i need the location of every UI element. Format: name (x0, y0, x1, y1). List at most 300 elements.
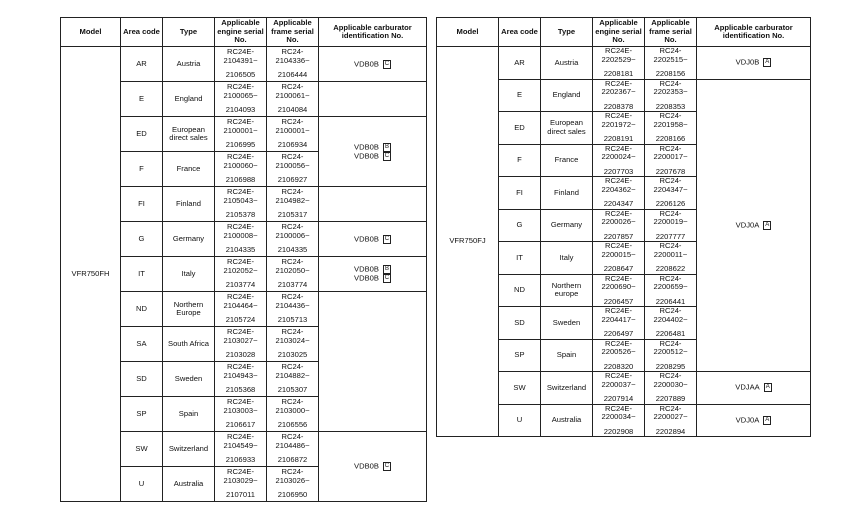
frame-serial-line: RC24- (659, 79, 682, 88)
area-code-cell: U (499, 404, 541, 437)
type-cell: England (163, 82, 215, 117)
frame-serial-line: 2200017~ (653, 152, 688, 161)
frame-serial-line: 2207678 (655, 166, 686, 176)
engine-serial-line: 2105724 (225, 315, 256, 325)
carburator-id-cell (319, 292, 427, 432)
engine-serial-cell (215, 397, 267, 432)
frame-serial-line: 2104336~ (275, 55, 310, 65)
frame-serial-line: 2105713 (277, 315, 308, 325)
engine-serial-line: 2204362~ (601, 184, 636, 194)
frame-serial-cell (645, 242, 697, 275)
engine-serial-line: 2206457 (603, 296, 634, 306)
frame-serial-cell (267, 187, 319, 222)
frame-serial-line: RC24- (659, 404, 682, 413)
area-code-cell: AR (121, 47, 163, 82)
frame-serial-line: 2103000~ (275, 405, 310, 415)
engine-serial-line: 2204417~ (601, 314, 636, 324)
frame-serial-cell (267, 152, 319, 187)
area-code-cell: E (121, 82, 163, 117)
carburator-id-cell (697, 79, 811, 372)
engine-serial-line: 2208320 (603, 361, 634, 371)
engine-serial-line: 2100065~ (223, 90, 258, 100)
frame-serial-cell (645, 307, 697, 340)
engine-serial-line: RC24E- (226, 47, 254, 57)
frame-serial-line: RC24- (281, 397, 304, 407)
engine-serial-cell (593, 144, 645, 177)
engine-serial-line: RC24E- (604, 46, 632, 55)
engine-serial-cell (215, 82, 267, 117)
carburator-id-text: VDJ0B (735, 57, 760, 67)
engine-serial-line: 2104391~ (223, 55, 258, 65)
frame-serial-line: RC24- (659, 371, 682, 380)
engine-serial-line: 2106933 (225, 455, 256, 465)
engine-serial-line: 2200034~ (601, 412, 636, 421)
frame-serial-line: 2104084 (277, 105, 308, 115)
carburator-id-text: VDB0B (354, 461, 379, 471)
engine-serial-line: 2208378 (603, 101, 634, 111)
area-code-cell: IT (499, 242, 541, 275)
engine-serial-line: 2207914 (603, 394, 634, 403)
area-code-cell: G (499, 209, 541, 242)
engine-serial-line: RC24E- (604, 371, 632, 380)
type-cell: Spain (541, 339, 593, 372)
header-model: Model (61, 18, 121, 47)
carburator-id-cell (697, 404, 811, 437)
spec-table-vfr750fj (436, 17, 811, 437)
frame-serial-cell (267, 222, 319, 257)
engine-serial-cell (593, 404, 645, 437)
engine-serial-line: 2106617 (225, 420, 256, 430)
frame-serial-line: RC24- (281, 117, 304, 127)
frame-serial-line: 2208295 (655, 361, 686, 371)
frame-serial-cell (267, 82, 319, 117)
frame-serial-line: RC24- (659, 241, 682, 250)
engine-serial-line: 2202367~ (601, 87, 636, 96)
frame-serial-line: 2206441 (655, 296, 686, 306)
type-cell: Finland (541, 177, 593, 210)
type-cell: Sweden (541, 307, 593, 340)
engine-serial-line: 2202529~ (601, 54, 636, 64)
type-cell: South Africa (163, 327, 215, 362)
type-cell: Northern europe (541, 274, 593, 307)
engine-serial-cell (593, 177, 645, 210)
frame-serial-line: RC24- (281, 467, 304, 477)
table-row (61, 47, 427, 82)
spec-table-vfr750fh (60, 17, 427, 502)
frame-serial-line: 2105307 (277, 385, 308, 395)
frame-serial-cell (645, 339, 697, 372)
frame-serial-line: 2200512~ (653, 347, 688, 356)
carburator-id-cell (697, 47, 811, 80)
area-code-cell: SD (121, 362, 163, 397)
type-cell: Spain (163, 397, 215, 432)
frame-serial-line: 2106872 (277, 455, 308, 465)
carburator-type-badge: B (384, 143, 389, 150)
engine-serial-line: RC24E- (604, 144, 632, 153)
frame-serial-cell (645, 112, 697, 145)
carburator-id-cell (319, 47, 427, 82)
carburator-type-badge: C (384, 275, 390, 281)
frame-serial-cell (267, 292, 319, 327)
frame-serial-line: 2208156 (655, 69, 686, 78)
type-cell: Austria (541, 47, 593, 80)
area-code-cell: FI (499, 177, 541, 210)
header-engine-serial: Applicable engine serial No. (593, 18, 645, 47)
carburator-id-cell (319, 82, 427, 117)
carburator-type-badge: A (765, 59, 770, 66)
header-carburator-id: Applicable carburator identification No. (697, 18, 811, 47)
frame-serial-line: RC24- (281, 362, 304, 372)
frame-serial-cell (645, 79, 697, 112)
engine-serial-cell (215, 257, 267, 292)
engine-serial-cell (215, 222, 267, 257)
frame-serial-line: 2103024~ (275, 335, 310, 345)
frame-serial-line: 2208353 (655, 101, 686, 111)
type-cell: Austria (163, 47, 215, 82)
frame-serial-cell (267, 432, 319, 467)
frame-serial-line: 2104486~ (275, 440, 310, 450)
engine-serial-line: 2106505 (225, 70, 256, 80)
frame-serial-line: RC24- (281, 152, 304, 162)
engine-serial-line: 2100060~ (223, 160, 258, 170)
frame-serial-line: 2207889 (655, 394, 686, 403)
table-body (61, 47, 427, 502)
frame-serial-cell (645, 177, 697, 210)
header-frame-serial: Applicable frame serial No. (645, 18, 697, 47)
engine-serial-line: 2100001~ (223, 125, 258, 135)
engine-serial-line: 2106995 (225, 140, 256, 150)
frame-serial-cell (267, 467, 319, 502)
carburator-id-line (321, 274, 424, 283)
frame-serial-line: 2206481 (655, 329, 686, 338)
frame-serial-cell (645, 209, 697, 242)
carburator-id-text: VDJ0A (735, 415, 760, 425)
engine-serial-line: RC24E- (604, 306, 632, 315)
area-code-cell: IT (121, 257, 163, 292)
frame-serial-cell (645, 404, 697, 437)
engine-serial-line: 2202908 (603, 426, 634, 436)
frame-serial-cell (267, 47, 319, 82)
frame-serial-cell (645, 274, 697, 307)
frame-serial-line: 2103025 (277, 350, 308, 360)
engine-serial-line: 2200690~ (601, 282, 636, 291)
engine-serial-line: RC24E- (226, 257, 254, 267)
engine-serial-line: 2104335 (225, 245, 256, 255)
engine-serial-line: RC24E- (226, 152, 254, 162)
engine-serial-line: 2207857 (603, 231, 634, 241)
frame-serial-line: RC24- (281, 327, 304, 337)
engine-serial-line: 2206497 (603, 329, 634, 338)
frame-serial-line: 2106556 (277, 420, 308, 430)
carburator-type-badge: B (384, 266, 389, 272)
carburator-id-text: VDB0B (354, 234, 379, 243)
frame-serial-line: RC24- (281, 292, 304, 302)
frame-serial-line: 2207777 (655, 231, 686, 241)
engine-serial-cell (593, 79, 645, 112)
area-code-cell: ND (121, 292, 163, 327)
frame-serial-line: 2202353~ (653, 87, 688, 96)
engine-serial-line: RC24E- (226, 432, 254, 442)
carburator-id-text: VDB0B (354, 142, 379, 151)
carburator-type-badge: A (765, 416, 770, 423)
carburator-id-text: VDB0B (354, 273, 379, 283)
engine-serial-line: 2102052~ (223, 265, 258, 275)
carburator-id-line (699, 58, 808, 67)
engine-serial-cell (215, 117, 267, 152)
frame-serial-cell (267, 362, 319, 397)
type-cell: Australia (163, 467, 215, 502)
frame-serial-line: 2100056~ (275, 160, 310, 170)
frame-serial-line: RC24- (659, 144, 682, 153)
engine-serial-cell (215, 467, 267, 502)
carburator-id-line (321, 462, 424, 471)
engine-serial-cell (215, 362, 267, 397)
frame-serial-line: RC24- (281, 432, 304, 442)
carburator-type-badge: C (384, 463, 390, 469)
frame-serial-line: 2200659~ (653, 282, 688, 291)
engine-serial-line: 2104943~ (223, 370, 258, 380)
engine-serial-line: RC24E- (226, 467, 254, 477)
frame-serial-line: 2104436~ (275, 300, 310, 310)
table-body (437, 47, 811, 437)
header-frame-serial: Applicable frame serial No. (267, 18, 319, 47)
header-type: Type (541, 18, 593, 47)
frame-serial-line: 2106950 (277, 490, 308, 500)
area-code-cell: SW (499, 372, 541, 405)
header-type: Type (163, 18, 215, 47)
engine-serial-line: 2104549~ (223, 440, 258, 450)
area-code-cell: G (121, 222, 163, 257)
type-cell: Germany (163, 222, 215, 257)
type-cell: England (541, 79, 593, 112)
frame-serial-line: RC24- (659, 111, 682, 120)
area-code-cell: U (121, 467, 163, 502)
frame-serial-cell (267, 327, 319, 362)
engine-serial-line: RC24E- (226, 362, 254, 372)
area-code-cell: SW (121, 432, 163, 467)
engine-serial-cell (215, 432, 267, 467)
engine-serial-cell (215, 187, 267, 222)
table-header (61, 18, 427, 47)
carburator-id-cell (319, 257, 427, 292)
engine-serial-line: RC24E- (604, 209, 632, 218)
frame-serial-cell (267, 117, 319, 152)
area-code-cell: F (121, 152, 163, 187)
table-header (437, 18, 811, 47)
engine-serial-line: 2107011 (226, 490, 255, 500)
engine-serial-line: 2200026~ (601, 217, 636, 226)
engine-serial-line: 2200526~ (601, 347, 636, 356)
frame-serial-line: 2202894 (655, 426, 686, 436)
frame-serial-line: RC24- (659, 274, 682, 283)
header-model: Model (437, 18, 499, 47)
engine-serial-line: RC24E- (226, 187, 254, 197)
frame-serial-line: 2102050~ (275, 265, 310, 275)
frame-serial-line: RC24- (281, 187, 304, 197)
engine-serial-line: RC24E- (226, 82, 254, 92)
engine-serial-line: 2208647 (603, 264, 634, 273)
type-cell: Sweden (163, 362, 215, 397)
engine-serial-line: RC24E- (604, 176, 632, 185)
frame-serial-line: 2106927 (277, 175, 308, 185)
engine-serial-line: 2208191 (603, 134, 634, 143)
frame-serial-cell (645, 144, 697, 177)
engine-serial-line: 2105368 (225, 385, 256, 395)
engine-serial-cell (215, 327, 267, 362)
frame-serial-line: RC24- (659, 339, 682, 348)
frame-serial-line: RC24- (281, 257, 304, 267)
frame-serial-line: 2104982~ (275, 195, 310, 205)
header-area-code: Area code (499, 18, 541, 47)
engine-serial-line: 2104093 (225, 105, 256, 115)
frame-serial-line: RC24- (281, 47, 304, 57)
frame-serial-line: 2208622 (655, 264, 686, 273)
engine-serial-line: 2207703 (603, 166, 634, 176)
frame-serial-line: 2100001~ (275, 125, 310, 135)
carburator-id-text: VDB0B (354, 151, 379, 160)
carburator-id-text: VDB0B (354, 59, 379, 68)
engine-serial-line: RC24E- (226, 397, 254, 407)
engine-serial-cell (593, 47, 645, 80)
engine-serial-cell (593, 372, 645, 405)
frame-serial-line: 2206126 (655, 199, 686, 208)
type-cell: Germany (541, 209, 593, 242)
frame-serial-line: 2202515~ (653, 54, 688, 64)
engine-serial-cell (593, 307, 645, 340)
engine-serial-line: RC24E- (604, 274, 632, 283)
type-cell: Italy (163, 257, 215, 292)
engine-serial-line: 2201972~ (601, 119, 636, 129)
frame-serial-line: RC24- (659, 209, 682, 218)
engine-serial-cell (593, 274, 645, 307)
frame-serial-cell (267, 257, 319, 292)
frame-serial-line: 2104882~ (275, 370, 310, 380)
header-carburator-id: Applicable carburator identification No. (319, 18, 427, 47)
engine-serial-cell (593, 112, 645, 145)
frame-serial-line: 2208166 (655, 134, 686, 143)
carburator-id-line (321, 235, 424, 244)
frame-serial-line: 2103774 (277, 280, 308, 290)
type-cell: Italy (541, 242, 593, 275)
carburator-id-cell (319, 432, 427, 502)
engine-serial-line: 2104464~ (223, 300, 258, 310)
engine-serial-line: RC24E- (604, 339, 632, 348)
engine-serial-line: 2200015~ (601, 249, 636, 259)
area-code-cell: FI (121, 187, 163, 222)
area-code-cell: ED (499, 112, 541, 145)
carburator-id-cell (319, 187, 427, 222)
carburator-id-line (321, 60, 424, 69)
frame-serial-line: 2200019~ (653, 217, 688, 226)
frame-serial-line: RC24- (281, 222, 304, 232)
type-cell: Australia (541, 404, 593, 437)
engine-serial-cell (215, 47, 267, 82)
frame-serial-cell (645, 372, 697, 405)
engine-serial-line: 2103027~ (223, 335, 258, 345)
area-code-cell: F (499, 144, 541, 177)
type-cell: France (541, 144, 593, 177)
header-area-code: Area code (121, 18, 163, 47)
type-cell: Switzerland (541, 372, 593, 405)
type-cell: Northern Europe (163, 292, 215, 327)
model-cell: VFR750FH (61, 47, 121, 502)
engine-serial-line: 2106988 (225, 175, 256, 185)
model-cell: VFR750FJ (437, 47, 499, 437)
engine-serial-cell (593, 209, 645, 242)
area-code-cell: SP (499, 339, 541, 372)
carburator-type-badge: C (384, 60, 390, 67)
frame-serial-line: 2200027~ (653, 412, 688, 421)
engine-serial-cell (215, 152, 267, 187)
carburator-id-cell (319, 117, 427, 187)
frame-serial-line: 2100006~ (275, 230, 310, 240)
area-code-cell: SP (121, 397, 163, 432)
carburator-type-badge: C (384, 152, 390, 159)
area-code-cell: AR (499, 47, 541, 80)
engine-serial-cell (593, 242, 645, 275)
frame-serial-line: RC24- (659, 306, 682, 315)
frame-serial-line: 2100061~ (275, 90, 310, 100)
type-cell: European direct sales (541, 112, 593, 145)
carburator-id-line (321, 152, 424, 161)
carburator-id-cell (697, 372, 811, 405)
engine-serial-line: 2103774 (225, 280, 256, 290)
frame-serial-line: 2105317 (277, 210, 308, 220)
engine-serial-line: 2103029~ (223, 475, 258, 485)
type-cell: European direct sales (163, 117, 215, 152)
type-cell: Finland (163, 187, 215, 222)
engine-serial-line: 2200024~ (601, 152, 636, 161)
engine-serial-line: RC24E- (226, 327, 254, 337)
area-code-cell: SA (121, 327, 163, 362)
area-code-cell: ND (499, 274, 541, 307)
area-code-cell: E (499, 79, 541, 112)
frame-serial-line: 2106444 (277, 70, 308, 80)
carburator-type-badge: A (765, 384, 770, 391)
frame-serial-line: 2200030~ (653, 379, 688, 389)
engine-serial-line: RC24E- (226, 292, 254, 302)
area-code-cell: SD (499, 307, 541, 340)
engine-serial-cell (593, 339, 645, 372)
carburator-id-cell (319, 222, 427, 257)
carburator-id-line (699, 383, 808, 392)
carburator-id-text: VDJAA (735, 382, 760, 392)
frame-serial-line: RC24- (659, 176, 682, 185)
frame-serial-cell (645, 47, 697, 80)
frame-serial-line: RC24- (659, 46, 682, 55)
engine-serial-line: 2103003~ (223, 405, 258, 415)
carburator-id-line (699, 221, 808, 230)
header-engine-serial: Applicable engine serial No. (215, 18, 267, 47)
frame-serial-line: RC24- (281, 82, 304, 92)
engine-serial-line: RC24E- (604, 241, 632, 250)
engine-serial-line: RC24E- (226, 117, 254, 127)
engine-serial-line: 2103028 (225, 350, 256, 360)
carburator-id-line (699, 416, 808, 425)
frame-serial-line: 2103026~ (275, 475, 310, 485)
type-cell: Switzerland (163, 432, 215, 467)
engine-serial-line: 2100008~ (223, 230, 258, 240)
engine-serial-line: 2204347 (603, 199, 634, 208)
frame-serial-line: 2204402~ (653, 314, 688, 324)
frame-serial-line: 2201958~ (653, 119, 688, 129)
frame-serial-line: 2104335 (277, 245, 308, 255)
engine-serial-line: RC24E- (226, 222, 254, 232)
engine-serial-cell (215, 292, 267, 327)
engine-serial-line: RC24E- (604, 404, 632, 413)
carburator-id-text: VDJ0A (735, 220, 760, 230)
frame-serial-line: 2204347~ (653, 184, 688, 194)
